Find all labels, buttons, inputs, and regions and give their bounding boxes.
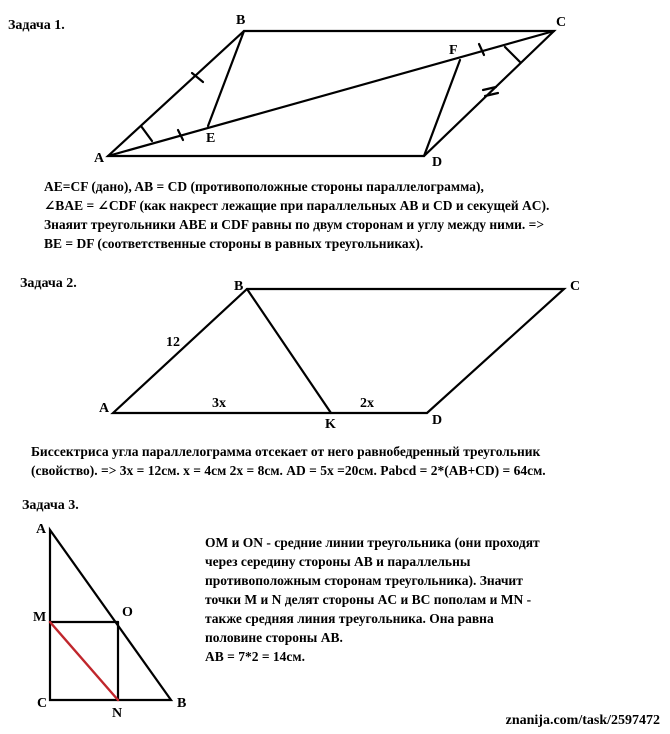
- point-k: K: [325, 417, 336, 430]
- angle-bae-arc: [141, 126, 152, 141]
- segment-be: [208, 31, 244, 126]
- triangle-acb: [50, 530, 171, 700]
- parallelogram-abcd-2: [113, 289, 564, 413]
- vertex-b: B: [236, 13, 246, 28]
- task1-line: BE = DF (соответственные стороны в равных треугольниках).: [44, 236, 424, 251]
- task3-diagram: [0, 520, 200, 720]
- task3-line: OM и ON - средние линии треугольника (они проходят: [205, 535, 540, 550]
- task2-diagram: [0, 270, 670, 430]
- length-kd: 2x: [360, 396, 374, 411]
- task3-line: половине стороны AB.: [205, 630, 343, 645]
- point-e: E: [206, 131, 216, 146]
- task1-title: Задача 1.: [8, 18, 65, 33]
- segment-df: [424, 60, 460, 156]
- task1-solution: [44, 177, 549, 253]
- task1-line: AE=CF (дано), AB = CD (противоположные стороны параллелограмма),: [44, 179, 484, 194]
- source-url: znanija.com/task/2597472: [505, 713, 660, 728]
- tick-cd-2: [485, 93, 498, 96]
- task1-line: Знаяит треугольники ABE и CDF равны по двум сторонам и углу между ними. =>: [44, 217, 545, 232]
- vertex-d: D: [432, 155, 443, 170]
- length-ak: 3x: [212, 396, 226, 411]
- vertex-a: A: [94, 151, 105, 166]
- vertex-c: C: [37, 696, 48, 711]
- task2-solution: [31, 442, 546, 480]
- tick-fc: [479, 44, 484, 55]
- vertex-b: B: [177, 696, 187, 711]
- point-m: M: [33, 610, 47, 625]
- midline-mn: [50, 622, 118, 700]
- angle-cdf-arc: [505, 47, 520, 62]
- task3-line: также средняя линия треугольника. Она равна: [205, 611, 494, 626]
- task1-diagram: [0, 0, 670, 180]
- task3-solution: [205, 533, 540, 666]
- vertex-d: D: [432, 413, 443, 428]
- task3-line: противоположным сторонам треугольника). Значит: [205, 573, 523, 588]
- vertex-c: C: [556, 15, 567, 30]
- task3-title: Задача 3.: [22, 498, 79, 513]
- bisector-bk: [247, 289, 331, 413]
- length-ab: 12: [166, 335, 180, 350]
- vertex-a: A: [99, 401, 110, 416]
- task2-line: (свойство). => 3x = 12см. x = 4см 2x = 8см. AD = 5x =20см. Pabcd = 2*(AB+CD) = 64см.: [31, 463, 546, 478]
- task3-line: AB = 7*2 = 14см.: [205, 649, 305, 664]
- point-o: O: [122, 605, 133, 620]
- task2-title: Задача 2.: [20, 276, 77, 291]
- task2-line: Биссектриса угла параллелограмма отсекает от него равнобедренный треугольник: [31, 444, 541, 459]
- point-n: N: [112, 706, 123, 720]
- task3-line: через середину стороны AB и параллельны: [205, 554, 471, 569]
- task3-line: точки M и N делят стороны AC и BC пополам и MN -: [205, 592, 532, 607]
- vertex-a: A: [36, 522, 47, 537]
- vertex-c: C: [570, 279, 581, 294]
- task1-line: ∠BAE = ∠CDF (как накрест лежащие при параллельных AB и CD и секущей AC).: [44, 198, 550, 213]
- point-f: F: [449, 43, 458, 58]
- vertex-b: B: [234, 279, 244, 294]
